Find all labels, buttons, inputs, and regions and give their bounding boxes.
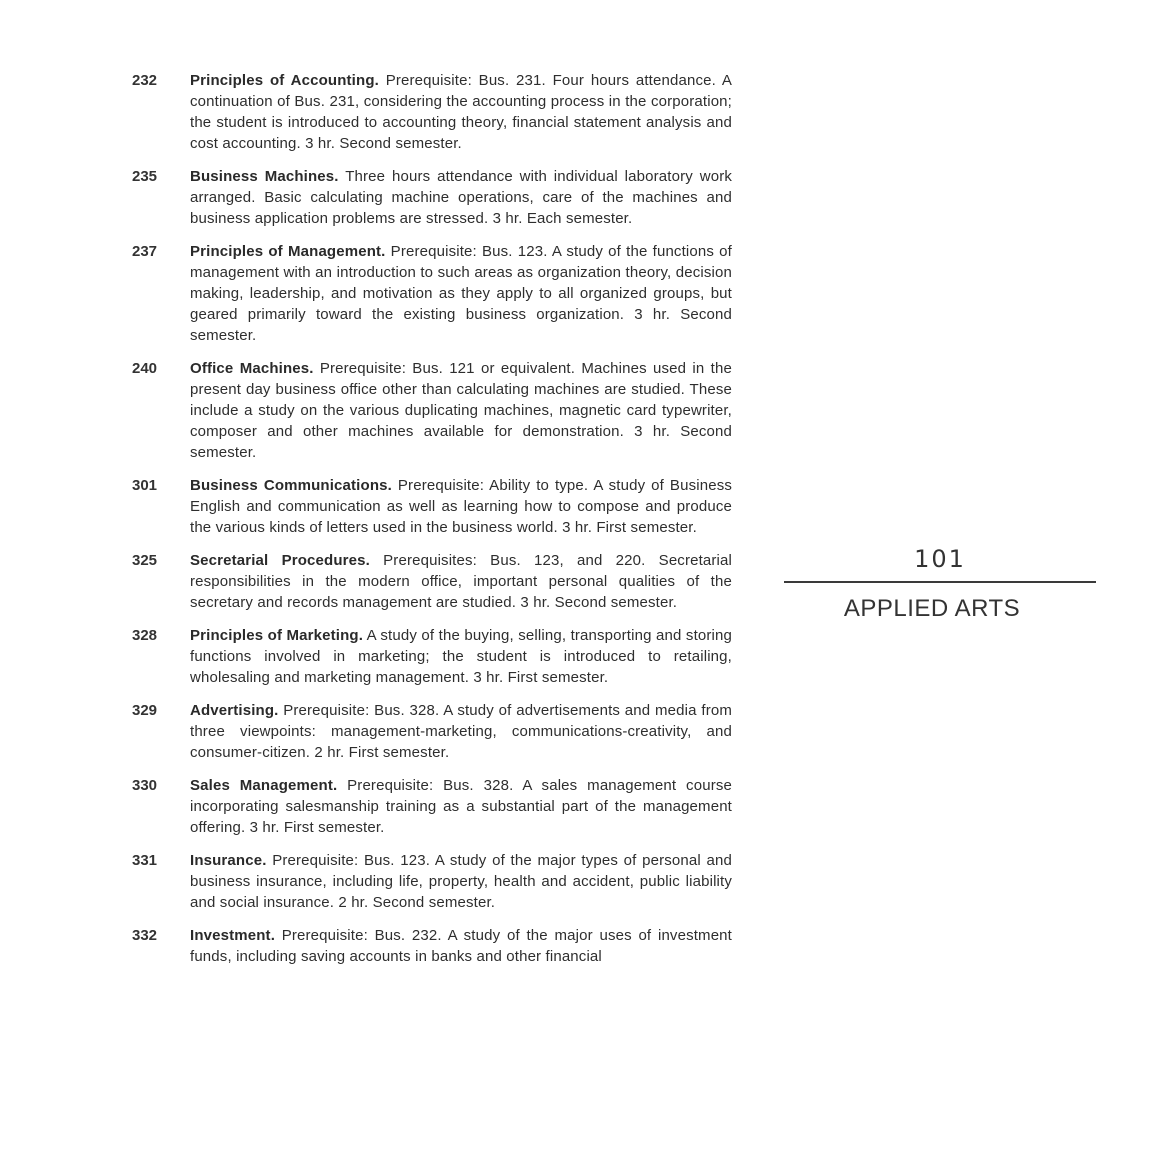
course-number: 330 bbox=[132, 777, 158, 794]
course-number: 235 bbox=[132, 168, 158, 185]
course-title: Business Machines. bbox=[190, 168, 339, 185]
course-number: 328 bbox=[132, 627, 158, 644]
side-header bbox=[784, 545, 1096, 623]
course-text bbox=[190, 550, 732, 613]
course-entry bbox=[132, 166, 742, 229]
course-description: A study of the buying, selling, transporting and storing functions involved in marketing; the student is introduced to retailing, wholesaling and marketing management. 3 hr. First semester. bbox=[190, 627, 732, 686]
course-description: Three hours attendance with individual laboratory work arranged. Basic calculating machine operations, care of the machines and business application problems are stressed. 3 hr. Each semester. bbox=[190, 168, 732, 227]
course-text bbox=[190, 775, 732, 838]
course-entry bbox=[132, 550, 742, 613]
course-number: 237 bbox=[132, 243, 158, 260]
course-title: Principles of Management. bbox=[190, 243, 386, 260]
course-number: 331 bbox=[132, 852, 158, 869]
section-title: APPLIED ARTS bbox=[843, 595, 1021, 622]
course-number: 332 bbox=[132, 927, 158, 944]
course-text bbox=[190, 925, 732, 967]
course-number: 301 bbox=[132, 477, 158, 494]
course-description: Prerequisite: Bus. 121 or equivalent. Machines used in the present day business office other than calculating machines are studied. These include a study on the various duplicating machines, magnetic card typewriter, composer and other machines available for demonstration. 3 hr. Second semester. bbox=[190, 360, 732, 461]
course-title: Sales Management. bbox=[190, 777, 338, 794]
page-number: 101 bbox=[914, 545, 966, 573]
course-title: Insurance. bbox=[190, 852, 267, 869]
course-number: 232 bbox=[132, 72, 158, 89]
course-text bbox=[190, 475, 732, 538]
course-description: Prerequisite: Bus. 123. A study of the major types of personal and business insurance, including life, property, health and accident, public liability and social insurance. 2 hr. Second semester. bbox=[190, 852, 732, 911]
course-title: Secretarial Procedures. bbox=[190, 552, 370, 569]
course-title: Business Communications. bbox=[190, 477, 392, 494]
course-text bbox=[190, 850, 732, 913]
course-title: Advertising. bbox=[190, 702, 279, 719]
course-description: Prerequisite: Bus. 231. Four hours attendance. A continuation of Bus. 231, considering the accounting process in the corporation; the student is introduced to accounting theory, financial statement analysis and cost accounting. 3 hr. Second semester. bbox=[190, 72, 733, 152]
course-entry bbox=[132, 70, 742, 154]
course-number: 325 bbox=[132, 552, 158, 569]
course-text bbox=[190, 166, 732, 229]
course-entry bbox=[132, 700, 742, 763]
course-description: Prerequisites: Bus. 123, and 220. Secretarial responsibilities in the modern office, important personal qualities of the secretary and records management are studied. 3 hr. Second semester. bbox=[190, 552, 733, 611]
course-text bbox=[190, 241, 732, 346]
course-title: Office Machines. bbox=[190, 360, 314, 377]
course-title: Principles of Marketing. bbox=[190, 627, 364, 644]
course-description: Prerequisite: Bus. 232. A study of the major uses of investment funds, including saving accounts in banks and other financial bbox=[190, 927, 732, 965]
course-text bbox=[190, 358, 732, 463]
course-description: Prerequisite: Bus. 328. A sales management course incorporating salesmanship training as a substantial part of the management offering. 3 hr. First semester. bbox=[190, 777, 732, 836]
course-list bbox=[132, 70, 742, 979]
course-title: Principles of Accounting. bbox=[190, 72, 379, 89]
course-title: Investment. bbox=[190, 927, 276, 944]
course-entry bbox=[132, 850, 742, 913]
course-entry bbox=[132, 925, 742, 967]
course-text bbox=[190, 700, 732, 763]
course-entry bbox=[132, 241, 742, 346]
course-description: Prerequisite: Bus. 123. A study of the functions of management with an introduction to such areas as organization theory, decision making, leadership, and motivation as they apply to all organized groups, but geared primarily toward the existing business organization. 3 hr. Second semester. bbox=[190, 243, 732, 344]
course-entry bbox=[132, 358, 742, 463]
course-description: Prerequisite: Bus. 328. A study of advertisements and media from three viewpoints: management-marketing, communications-creativity, and consumer-citizen. 2 hr. First semester. bbox=[190, 702, 733, 761]
course-text bbox=[190, 625, 732, 688]
course-number: 329 bbox=[132, 702, 158, 719]
course-entry bbox=[132, 475, 742, 538]
course-entry bbox=[132, 625, 742, 688]
course-text bbox=[190, 70, 732, 154]
course-number: 240 bbox=[132, 360, 158, 377]
course-entry bbox=[132, 775, 742, 838]
course-description: Prerequisite: Ability to type. A study of Business English and communication as well as learning how to compose and produce the various kinds of letters used in the business world. 3 hr. First semester. bbox=[190, 477, 732, 536]
divider-rule bbox=[784, 581, 1096, 583]
